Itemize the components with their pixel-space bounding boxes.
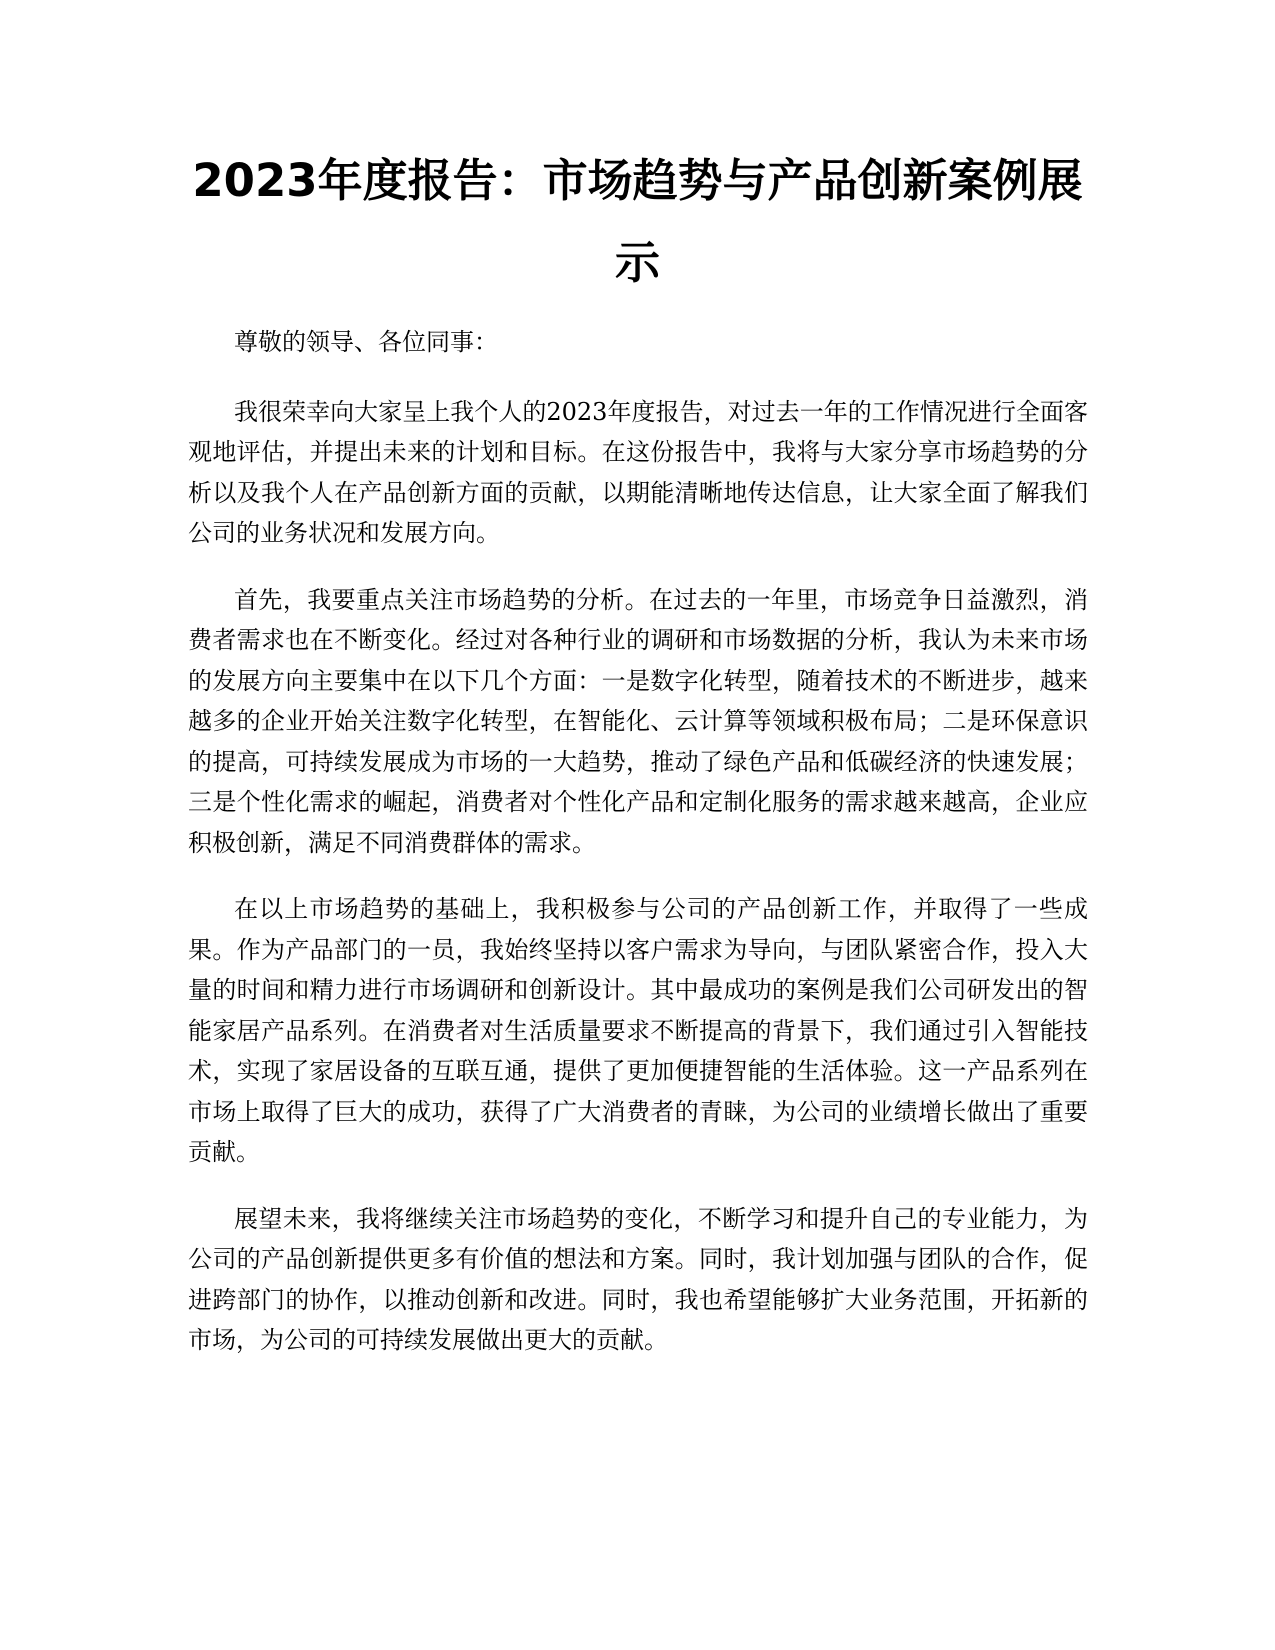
paragraph-market-trends: 首先，我要重点关注市场趋势的分析。在过去的一年里，市场竞争日益激烈，消费者需求也在不断变化。经过对各种行业的调研和市场数据的分析，我认为未来市场的发展方向主要集中在以下几个方面：一是数字化转型，随着技术的不断进步，越来越多的企业开始关注数字化转型，在智能化、云计算等领域积极布局；二是环保意识的提高，可持续发展成为市场的一大趋势，推动了绿色产品和低碳经济的快速发展；三是个性化需求的崛起，消费者对个性化产品和定制化服务的需求越来越高，企业应积极创新，满足不同消费群体的需求。 bbox=[188, 585, 1088, 857]
paragraph-outlook: 展望未来，我将继续关注市场趋势的变化，不断学习和提升自己的专业能力，为公司的产品创新提供更多有价值的想法和方案。同时，我计划加强与团队的合作，促进跨部门的协作，以推动创新和改进。同时，我也希望能够扩大业务范围，开拓新的市场，为公司的可持续发展做出更大的贡献。 bbox=[188, 1204, 1088, 1354]
document-body bbox=[188, 322, 1088, 1387]
document-title: 2023年度报告：市场趋势与产品创新案例展示 bbox=[192, 154, 1083, 289]
paragraph-intro: 我很荣幸向大家呈上我个人的2023年度报告，对过去一年的工作情况进行全面客观地评估，并提出未来的计划和目标。在这份报告中，我将与大家分享市场趋势的分析以及我个人在产品创新方面的贡献，以期能清晰地传达信息，让大家全面了解我们公司的业务状况和发展方向。 bbox=[188, 397, 1088, 547]
salutation: 尊敬的领导、各位同事： bbox=[234, 328, 498, 356]
paragraph-product-innovation: 在以上市场趋势的基础上，我积极参与公司的产品创新工作，并取得了一些成果。作为产品部门的一员，我始终坚持以客户需求为导向，与团队紧密合作，投入大量的时间和精力进行市场调研和创新设计。其中最成功的案例是我们公司研发出的智能家居产品系列。在消费者对生活质量要求不断提高的背景下，我们通过引入智能技术，实现了家居设备的互联互通，提供了更加便捷智能的生活体验。这一产品系列在市场上取得了巨大的成功，获得了广大消费者的青睐，为公司的业绩增长做出了重要贡献。 bbox=[188, 895, 1088, 1166]
